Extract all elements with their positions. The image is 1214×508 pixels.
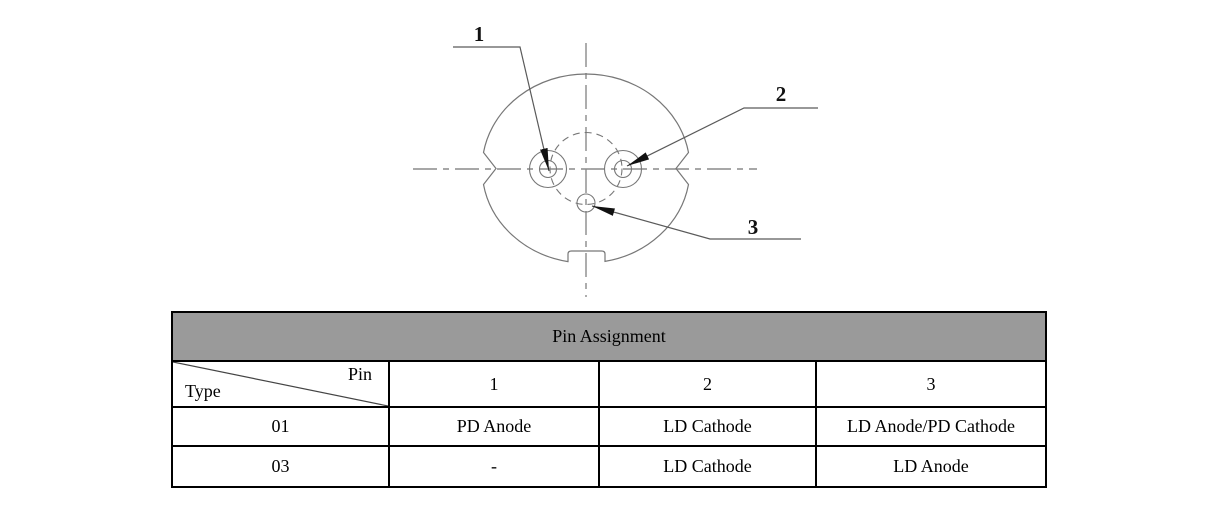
pin-assignment-table [171, 311, 1045, 488]
col-header-pin-1: 1 [389, 361, 599, 407]
row-01-pin-1: PD Anode [389, 407, 599, 446]
corner-pin-label: Pin [347, 364, 372, 384]
leader-line-3 [592, 206, 801, 239]
row-03-pin-3: LD Anode [816, 446, 1046, 487]
leader-line-1 [453, 47, 549, 171]
corner-cell [172, 361, 389, 407]
leader-line-2 [627, 108, 818, 166]
col-header-pin-3: 3 [816, 361, 1046, 407]
row-03-pin-1: - [389, 446, 599, 487]
row-03-type: 03 [172, 446, 389, 487]
row-01-pin-2: LD Cathode [599, 407, 816, 446]
row-01-type: 01 [172, 407, 389, 446]
corner-type-label: Type [185, 381, 221, 401]
pin-3-label: 3 [747, 215, 759, 239]
col-header-pin-2: 2 [599, 361, 816, 407]
pin-1-label: 1 [473, 22, 485, 46]
table-row-type-03 [172, 446, 1046, 487]
table-title: Pin Assignment [172, 312, 1046, 361]
pin-2-label: 2 [775, 82, 787, 106]
table-row-type-01 [172, 407, 1046, 446]
row-03-pin-2: LD Cathode [599, 446, 816, 487]
table-title-row [172, 312, 1046, 361]
column-header-row [172, 361, 1046, 407]
row-01-pin-3: LD Anode/PD Cathode [816, 407, 1046, 446]
